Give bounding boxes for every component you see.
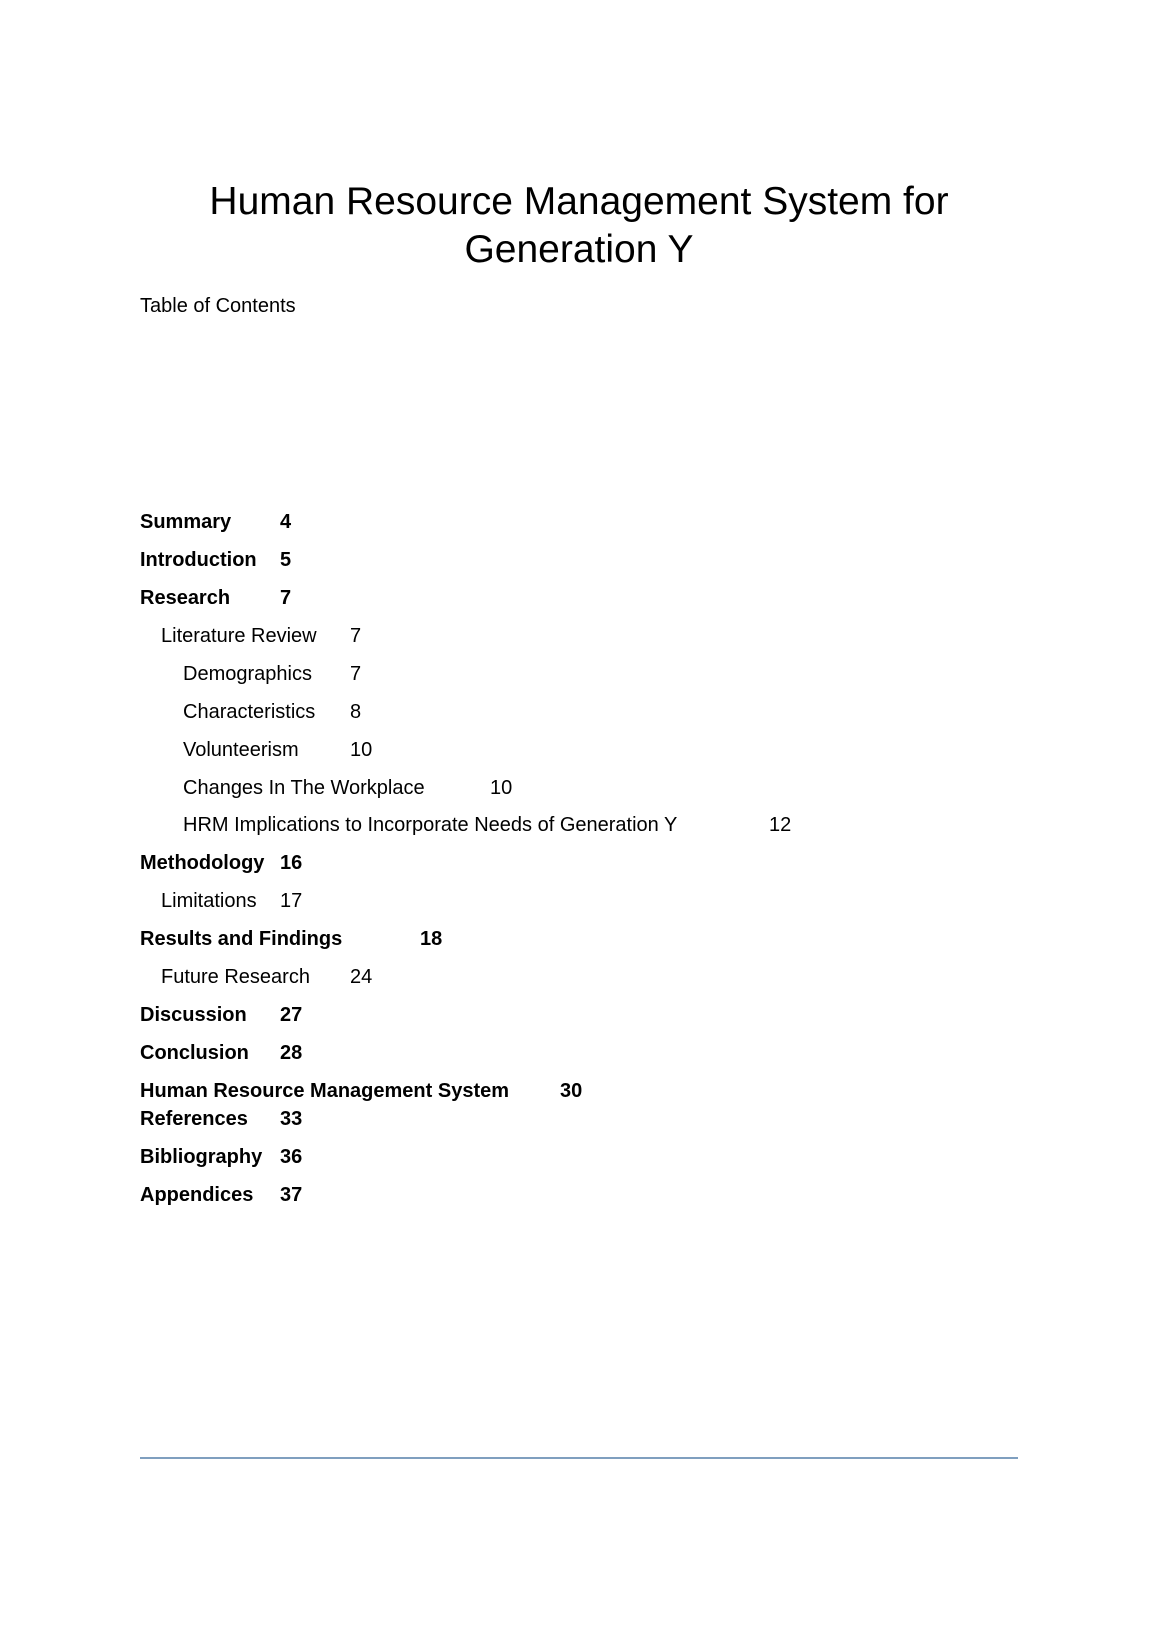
toc-entry-page: 5	[280, 549, 292, 571]
toc-entry-label: Introduction	[140, 549, 257, 571]
toc-entry-label: Characteristics	[183, 701, 316, 723]
toc-entry-label: HRM Implications to Incorporate Needs of Generation Y	[183, 814, 678, 836]
toc-entry-label: Limitations	[161, 890, 257, 912]
toc-entry-label: Future Research	[161, 966, 310, 988]
toc-entry-label: Summary	[140, 511, 232, 533]
toc-entry-page: 27	[280, 1004, 303, 1026]
toc-entry-label: References	[140, 1108, 248, 1130]
toc-entry-label: Changes In The Workplace	[183, 777, 425, 799]
toc-entry-page: 17	[280, 890, 303, 912]
toc-entry-page: 10	[490, 777, 513, 799]
toc-entry-label: Volunteerism	[183, 739, 299, 761]
toc-entry-label: Literature Review	[161, 625, 317, 647]
toc-entry-page: 24	[350, 966, 373, 988]
toc-entry-page: 37	[280, 1184, 303, 1206]
footer-divider	[140, 1457, 1018, 1459]
toc-entry-label: Discussion	[140, 1004, 247, 1026]
toc-entry-label: Bibliography	[140, 1146, 263, 1168]
toc-entry-label: Research	[140, 587, 231, 609]
toc-entry-page: 7	[350, 663, 362, 685]
toc-entry-page: 36	[280, 1146, 303, 1168]
toc-entry-label: Conclusion	[140, 1042, 249, 1064]
toc-entry-page: 8	[350, 701, 362, 723]
toc-entry-page: 30	[560, 1080, 583, 1102]
document-title	[0, 178, 1158, 274]
toc-entry-label: Methodology	[140, 852, 265, 874]
toc-heading: Table of Contents	[140, 295, 296, 317]
toc-entry-page: 4	[280, 511, 292, 533]
toc-entry-page: 16	[280, 852, 303, 874]
toc-entry-page: 28	[280, 1042, 303, 1064]
toc-entry-page: 7	[280, 587, 292, 609]
toc-entry-page: 12	[769, 814, 792, 836]
document-title-line-1: Human Resource Management System for	[209, 180, 949, 223]
toc-entry-page: 7	[350, 625, 362, 647]
toc-entry-page: 18	[420, 928, 443, 950]
document-title-line-2: Generation Y	[464, 228, 694, 271]
toc-entry-page: 10	[350, 739, 373, 761]
toc-entry-label: Results and Findings	[140, 928, 343, 950]
toc-entry-page: 33	[280, 1108, 303, 1130]
toc-entry-label: Human Resource Management System	[140, 1080, 510, 1102]
toc-entry-label: Appendices	[140, 1184, 254, 1206]
toc-entry-label: Demographics	[183, 663, 312, 685]
